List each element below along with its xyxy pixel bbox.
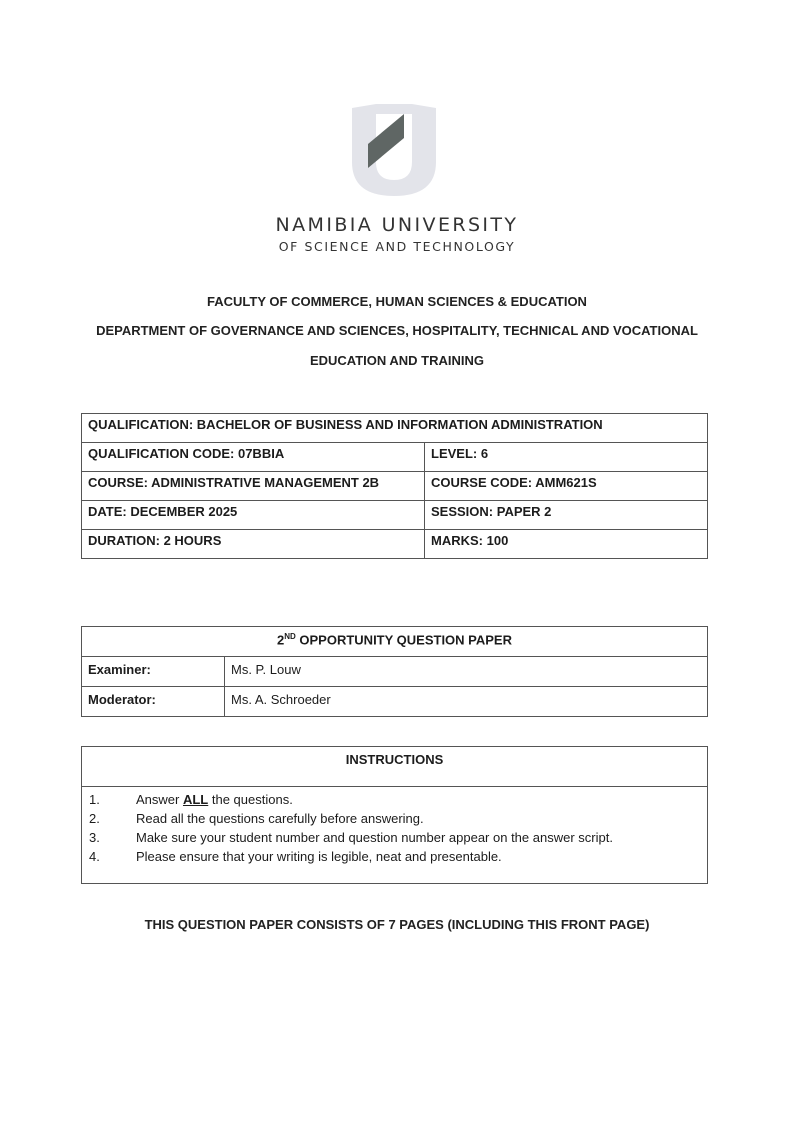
list-item bbox=[89, 828, 707, 847]
department-heading-line2: EDUCATION AND TRAINING bbox=[309, 353, 485, 368]
qualification-table bbox=[81, 413, 708, 559]
marks-cell: MARKS: 100 bbox=[425, 530, 708, 559]
item-text-emphasis: ALL bbox=[182, 792, 209, 807]
page-count-notice: THIS QUESTION PAPER CONSISTS OF 7 PAGES (INCLUDING THIS FRONT PAGE) bbox=[144, 917, 650, 932]
item-number: 4. bbox=[89, 849, 100, 864]
list-item bbox=[89, 847, 707, 866]
date-cell: DATE: DECEMBER 2025 bbox=[82, 501, 425, 530]
university-subtitle: OF SCIENCE AND TECHNOLOGY bbox=[278, 239, 516, 254]
moderator-label: Moderator: bbox=[82, 687, 225, 717]
moderator-value: Ms. A. Schroeder bbox=[225, 687, 708, 717]
item-number: 1. bbox=[89, 792, 100, 807]
item-text bbox=[136, 790, 293, 809]
table-row bbox=[82, 472, 708, 501]
table-row bbox=[82, 657, 708, 687]
title-rest: OPPORTUNITY QUESTION PAPER bbox=[295, 632, 512, 648]
table-row bbox=[82, 414, 708, 443]
faculty-heading: FACULTY OF COMMERCE, HUMAN SCIENCES & EDUCATION bbox=[207, 294, 587, 309]
qualification-cell: QUALIFICATION: BACHELOR OF BUSINESS AND INFORMATION ADMINISTRATION bbox=[82, 414, 708, 443]
item-text: Please ensure that your writing is legible, neat and presentable. bbox=[136, 849, 502, 864]
instructions-box bbox=[81, 746, 708, 884]
list-item bbox=[89, 809, 707, 828]
course-code-cell: COURSE CODE: AMM621S bbox=[425, 472, 708, 501]
table-row bbox=[82, 627, 708, 657]
course-cell: COURSE: ADMINISTRATIVE MANAGEMENT 2B bbox=[82, 472, 425, 501]
table-row bbox=[82, 443, 708, 472]
university-name: NAMIBIA UNIVERSITY bbox=[275, 214, 519, 236]
examiner-label: Examiner: bbox=[82, 657, 225, 687]
table-row bbox=[82, 687, 708, 717]
university-logo-icon bbox=[346, 100, 442, 200]
item-number: 2. bbox=[89, 811, 100, 826]
item-text: Read all the questions carefully before answering. bbox=[136, 811, 424, 826]
title-prefix: 2 bbox=[276, 632, 285, 648]
department-heading-line1: DEPARTMENT OF GOVERNANCE AND SCIENCES, HOSPITALITY, TECHNICAL AND VOCATIONAL bbox=[96, 323, 698, 338]
table-row bbox=[82, 530, 708, 559]
instructions-list bbox=[82, 787, 707, 866]
instructions-heading: INSTRUCTIONS bbox=[82, 747, 707, 787]
title-superscript: ND bbox=[284, 632, 296, 641]
list-item bbox=[89, 790, 707, 809]
opportunity-title bbox=[82, 627, 708, 657]
item-number: 3. bbox=[89, 830, 100, 845]
opportunity-table bbox=[81, 626, 708, 717]
session-cell: SESSION: PAPER 2 bbox=[425, 501, 708, 530]
item-text-post: the questions. bbox=[208, 792, 293, 807]
item-text: Make sure your student number and question number appear on the answer script. bbox=[136, 830, 613, 845]
table-row bbox=[82, 501, 708, 530]
qualification-code-cell: QUALIFICATION CODE: 07BBIA bbox=[82, 443, 425, 472]
duration-cell: DURATION: 2 HOURS bbox=[82, 530, 425, 559]
item-text-pre: Answer bbox=[136, 792, 183, 807]
level-cell: LEVEL: 6 bbox=[425, 443, 708, 472]
examiner-value: Ms. P. Louw bbox=[225, 657, 708, 687]
